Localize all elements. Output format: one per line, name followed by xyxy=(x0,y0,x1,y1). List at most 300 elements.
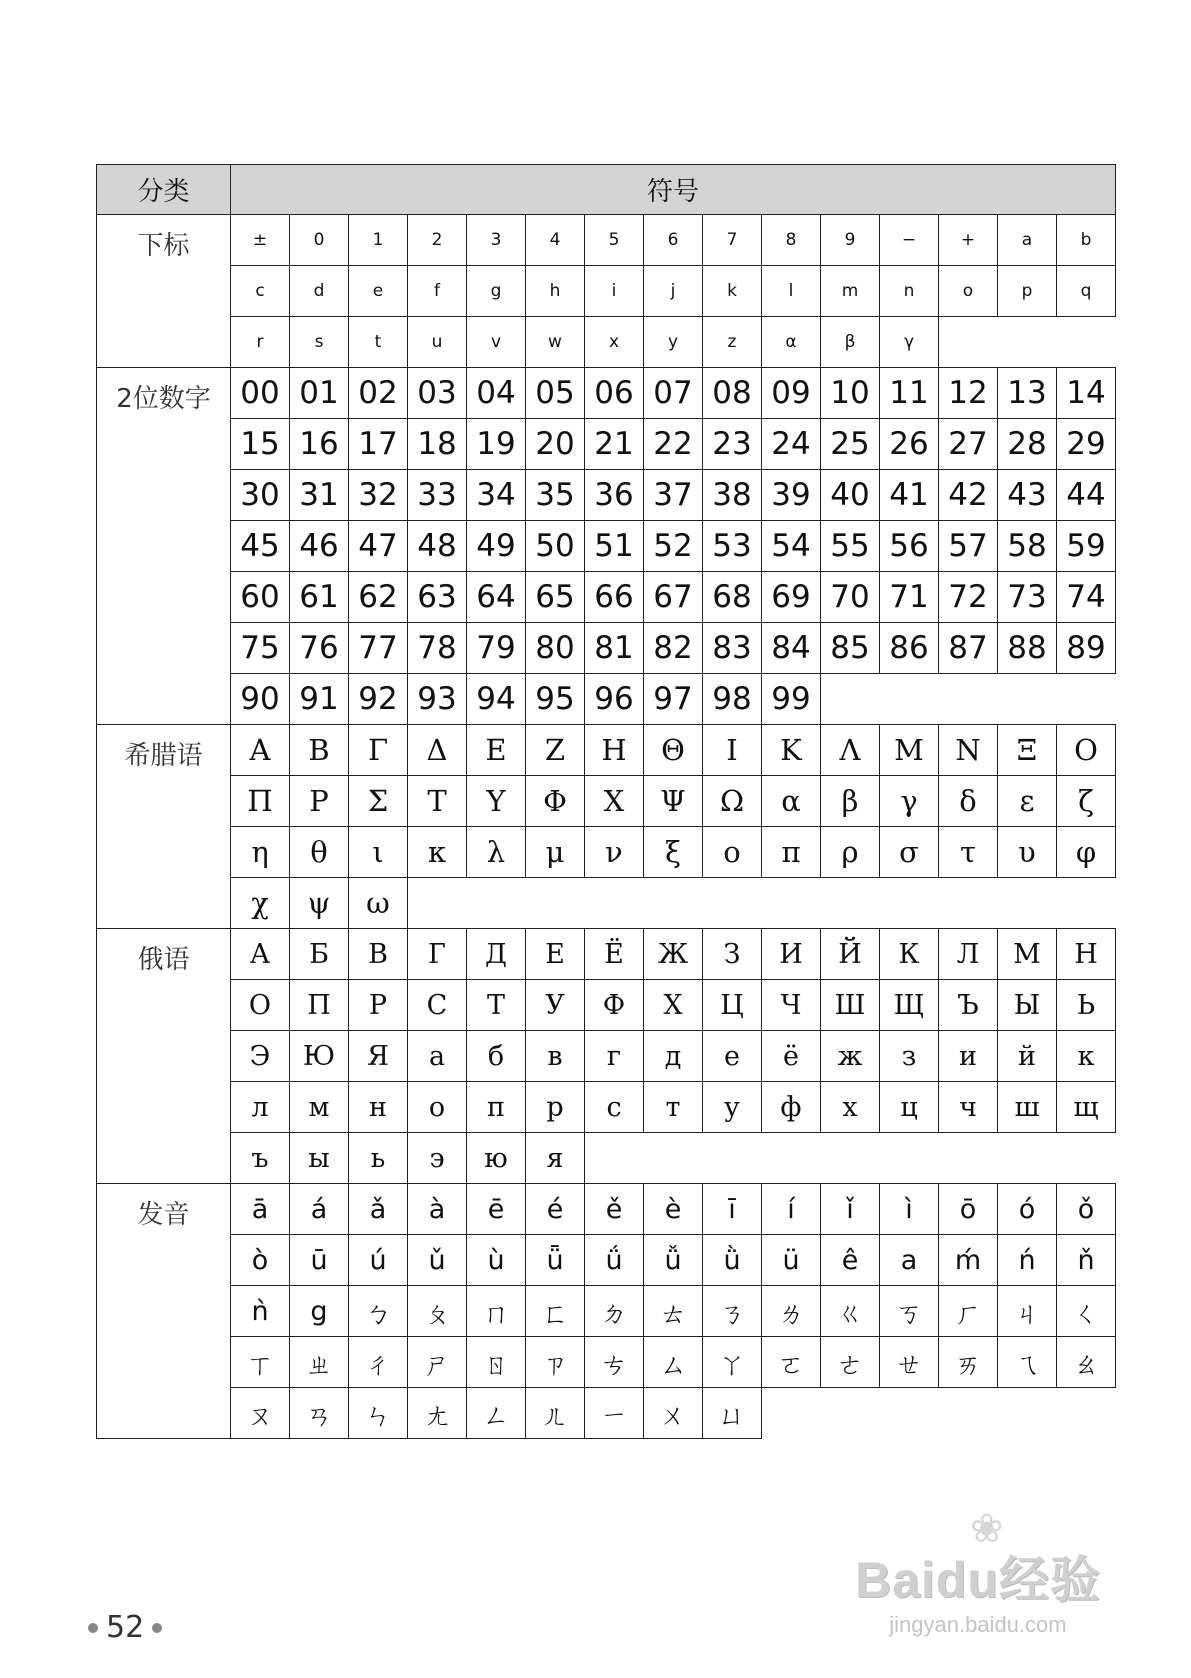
symbol-cell: Н xyxy=(1057,929,1116,980)
symbol-cell: Е xyxy=(526,929,585,980)
symbol-cell: n xyxy=(880,266,939,317)
symbol-cell: ω xyxy=(349,878,408,929)
empty-cell xyxy=(408,878,467,929)
symbol-cell: 64 xyxy=(467,572,526,623)
symbol-cell: ǹ xyxy=(231,1286,290,1337)
symbol-cell: b xyxy=(1057,215,1116,266)
symbol-cell: 93 xyxy=(408,674,467,725)
symbol-cell: a xyxy=(998,215,1057,266)
symbol-cell: è xyxy=(644,1184,703,1235)
symbol-cell: 10 xyxy=(821,368,880,419)
symbol-cell: 94 xyxy=(467,674,526,725)
symbol-cell: Ъ xyxy=(939,980,998,1031)
symbol-cell: О xyxy=(231,980,290,1031)
symbol-cell: ù xyxy=(467,1235,526,1286)
symbol-cell: ι xyxy=(349,827,408,878)
symbol-cell: α xyxy=(762,317,821,368)
symbol-cell: ō xyxy=(939,1184,998,1235)
symbol-cell: τ xyxy=(939,827,998,878)
symbol-cell: ǘ xyxy=(585,1235,644,1286)
watermark-brand: Baidu经验 xyxy=(855,1552,1101,1608)
symbol-cell: ξ xyxy=(644,827,703,878)
symbol-cell: 35 xyxy=(526,470,585,521)
symbol-cell: ㄞ xyxy=(939,1337,998,1388)
symbol-cell: ǎ xyxy=(349,1184,408,1235)
symbol-cell: κ xyxy=(408,827,467,878)
symbol-cell: 05 xyxy=(526,368,585,419)
symbol-cell: ń xyxy=(998,1235,1057,1286)
symbol-cell: 11 xyxy=(880,368,939,419)
row-pron xyxy=(97,1286,1116,1337)
symbol-cell: ъ xyxy=(231,1133,290,1184)
symbol-cell: 69 xyxy=(762,572,821,623)
symbol-cell: Ξ xyxy=(998,725,1057,776)
symbol-cell: К xyxy=(880,929,939,980)
symbol-cell: 84 xyxy=(762,623,821,674)
category-label-num: 2位数字 xyxy=(97,368,231,725)
symbol-cell: Ж xyxy=(644,929,703,980)
row-greek xyxy=(97,878,1116,929)
symbol-cell: Γ xyxy=(349,725,408,776)
symbol-cell: 87 xyxy=(939,623,998,674)
symbol-cell: б xyxy=(467,1031,526,1082)
symbol-cell: 55 xyxy=(821,521,880,572)
symbol-cell: ь xyxy=(349,1133,408,1184)
symbol-cell: m xyxy=(821,266,880,317)
symbol-cell: Α xyxy=(231,725,290,776)
symbol-cell: 43 xyxy=(998,470,1057,521)
symbol-cell: 71 xyxy=(880,572,939,623)
symbol-cell: w xyxy=(526,317,585,368)
dot-right xyxy=(152,1623,162,1633)
symbol-cell: 91 xyxy=(290,674,349,725)
symbol-cell: Ρ xyxy=(290,776,349,827)
empty-cell xyxy=(1057,317,1116,368)
symbol-cell: 65 xyxy=(526,572,585,623)
symbol-cell: З xyxy=(703,929,762,980)
symbol-cell: 37 xyxy=(644,470,703,521)
symbol-cell: Х xyxy=(644,980,703,1031)
symbol-cell: я xyxy=(526,1133,585,1184)
symbol-cell: 40 xyxy=(821,470,880,521)
symbol-cell: x xyxy=(585,317,644,368)
category-label-sub: 下标 xyxy=(97,215,231,368)
symbol-cell: 38 xyxy=(703,470,762,521)
page-number-text: 52 xyxy=(106,1610,145,1645)
symbol-cell: ㄊ xyxy=(644,1286,703,1337)
symbol-cell: Λ xyxy=(821,725,880,776)
symbol-cell: i xyxy=(585,266,644,317)
symbol-cell: т xyxy=(644,1082,703,1133)
symbol-cell: ě xyxy=(585,1184,644,1235)
symbol-cell: 04 xyxy=(467,368,526,419)
symbol-cell: g xyxy=(290,1286,349,1337)
symbol-cell: 26 xyxy=(880,419,939,470)
symbol-cell: ㄅ xyxy=(349,1286,408,1337)
empty-cell xyxy=(467,878,526,929)
symbol-cell: Ф xyxy=(585,980,644,1031)
symbol-cell: ㄡ xyxy=(231,1388,290,1439)
symbol-cell: 15 xyxy=(231,419,290,470)
symbol-cell: Ν xyxy=(939,725,998,776)
symbol-cell: 08 xyxy=(703,368,762,419)
symbol-cell: χ xyxy=(231,878,290,929)
empty-cell xyxy=(703,878,762,929)
symbol-cell: 58 xyxy=(998,521,1057,572)
symbol-cell: 77 xyxy=(349,623,408,674)
symbol-cell: ǚ xyxy=(644,1235,703,1286)
symbol-cell: ü xyxy=(762,1235,821,1286)
symbol-cell: υ xyxy=(998,827,1057,878)
symbol-cell: Ь xyxy=(1057,980,1116,1031)
symbol-cell: Ψ xyxy=(644,776,703,827)
symbol-cell: ㄘ xyxy=(585,1337,644,1388)
symbol-cell: ㄕ xyxy=(408,1337,467,1388)
symbol-cell: ㄏ xyxy=(939,1286,998,1337)
symbol-cell: ㄨ xyxy=(644,1388,703,1439)
symbol-cell: 34 xyxy=(467,470,526,521)
symbol-cell: + xyxy=(939,215,998,266)
symbol-cell: 7 xyxy=(703,215,762,266)
symbol-cell: 79 xyxy=(467,623,526,674)
symbol-cell: ㄠ xyxy=(1057,1337,1116,1388)
symbol-cell: ё xyxy=(762,1031,821,1082)
symbol-cell: z xyxy=(703,317,762,368)
symbol-cell: ㄜ xyxy=(821,1337,880,1388)
symbol-cell: 54 xyxy=(762,521,821,572)
symbol-cell: p xyxy=(998,266,1057,317)
symbol-cell: 51 xyxy=(585,521,644,572)
symbol-cell: 66 xyxy=(585,572,644,623)
symbol-cell: é xyxy=(526,1184,585,1235)
symbol-cell: 20 xyxy=(526,419,585,470)
symbol-cell: 32 xyxy=(349,470,408,521)
symbol-cell: А xyxy=(231,929,290,980)
empty-cell xyxy=(762,878,821,929)
row-num xyxy=(97,572,1116,623)
empty-cell xyxy=(998,878,1057,929)
empty-cell xyxy=(703,1133,762,1184)
empty-cell xyxy=(644,878,703,929)
symbol-cell: Ю xyxy=(290,1031,349,1082)
symbol-cell: Р xyxy=(349,980,408,1031)
row-greek xyxy=(97,725,1116,776)
empty-cell xyxy=(998,1133,1057,1184)
symbol-cell: ǜ xyxy=(703,1235,762,1286)
symbol-cell: γ xyxy=(880,317,939,368)
symbol-cell: Σ xyxy=(349,776,408,827)
symbol-cell: 24 xyxy=(762,419,821,470)
symbol-cell: t xyxy=(349,317,408,368)
empty-cell xyxy=(880,1133,939,1184)
symbol-cell: 95 xyxy=(526,674,585,725)
empty-cell xyxy=(880,1388,939,1439)
symbol-cell: 57 xyxy=(939,521,998,572)
category-label-greek: 希腊语 xyxy=(97,725,231,929)
header-symbols: 符号 xyxy=(231,165,1116,215)
row-num xyxy=(97,470,1116,521)
symbol-cell: o xyxy=(939,266,998,317)
symbol-cell: q xyxy=(1057,266,1116,317)
symbol-cell: ㄤ xyxy=(408,1388,467,1439)
symbol-cell: Г xyxy=(408,929,467,980)
symbol-cell: 33 xyxy=(408,470,467,521)
symbol-cell: Ы xyxy=(998,980,1057,1031)
symbol-cell: ㄈ xyxy=(526,1286,585,1337)
symbol-cell: h xyxy=(526,266,585,317)
symbol-cell: д xyxy=(644,1031,703,1082)
symbol-cell: у xyxy=(703,1082,762,1133)
symbol-cell: 30 xyxy=(231,470,290,521)
row-num xyxy=(97,419,1116,470)
empty-cell xyxy=(1057,674,1116,725)
symbol-cell: ī xyxy=(703,1184,762,1235)
symbol-cell: 46 xyxy=(290,521,349,572)
empty-cell xyxy=(939,1388,998,1439)
empty-cell xyxy=(821,1133,880,1184)
row-num xyxy=(97,521,1116,572)
symbol-cell: 96 xyxy=(585,674,644,725)
symbol-cell: У xyxy=(526,980,585,1031)
row-pron xyxy=(97,1235,1116,1286)
table-body xyxy=(97,215,1116,1439)
symbol-cell: ζ xyxy=(1057,776,1116,827)
symbol-cell: δ xyxy=(939,776,998,827)
symbol-cell: à xyxy=(408,1184,467,1235)
symbol-cell: 45 xyxy=(231,521,290,572)
symbol-cell: ㄓ xyxy=(290,1337,349,1388)
empty-cell xyxy=(585,878,644,929)
symbol-cell: η xyxy=(231,827,290,878)
watermark-url: jingyan.baidu.com xyxy=(889,1612,1067,1637)
symbol-cell: ê xyxy=(821,1235,880,1286)
dot-left xyxy=(88,1623,98,1633)
symbol-cell: щ xyxy=(1057,1082,1116,1133)
symbol-cell: Щ xyxy=(880,980,939,1031)
empty-cell xyxy=(939,878,998,929)
watermark xyxy=(855,1506,1101,1638)
symbol-cell: ㄦ xyxy=(526,1388,585,1439)
symbol-cell: ж xyxy=(821,1031,880,1082)
symbol-cell: 02 xyxy=(349,368,408,419)
symbol-cell: u xyxy=(408,317,467,368)
symbol-cell: ц xyxy=(880,1082,939,1133)
symbol-cell: м xyxy=(290,1082,349,1133)
symbol-cell: 67 xyxy=(644,572,703,623)
symbol-cell: k xyxy=(703,266,762,317)
symbol-cell: 29 xyxy=(1057,419,1116,470)
symbol-cell: Д xyxy=(467,929,526,980)
empty-cell xyxy=(762,1388,821,1439)
row-pron xyxy=(97,1184,1116,1235)
symbol-cell: 60 xyxy=(231,572,290,623)
symbol-cell: 75 xyxy=(231,623,290,674)
symbol-cell: ㄆ xyxy=(408,1286,467,1337)
symbol-cell: 1 xyxy=(349,215,408,266)
empty-cell xyxy=(585,1133,644,1184)
symbol-cell: 25 xyxy=(821,419,880,470)
symbol-cell: 82 xyxy=(644,623,703,674)
symbol-cell: 19 xyxy=(467,419,526,470)
symbol-cell: ǒ xyxy=(1057,1184,1116,1235)
symbol-cell: ㄔ xyxy=(349,1337,408,1388)
row-sub xyxy=(97,215,1116,266)
symbol-cell: н xyxy=(349,1082,408,1133)
symbol-cell: á xyxy=(290,1184,349,1235)
row-num xyxy=(97,368,1116,419)
symbol-cell: β xyxy=(821,776,880,827)
symbol-cell: В xyxy=(349,929,408,980)
symbol-cell: 52 xyxy=(644,521,703,572)
symbol-cell: Χ xyxy=(585,776,644,827)
symbol-cell: ḿ xyxy=(939,1235,998,1286)
symbol-cell: 39 xyxy=(762,470,821,521)
row-num xyxy=(97,674,1116,725)
symbol-cell: ч xyxy=(939,1082,998,1133)
symbol-cell: ㄎ xyxy=(880,1286,939,1337)
empty-cell xyxy=(998,1388,1057,1439)
symbol-cell: л xyxy=(231,1082,290,1133)
symbol-cell: ǖ xyxy=(526,1235,585,1286)
symbol-cell: 59 xyxy=(1057,521,1116,572)
symbol-cell: 8 xyxy=(762,215,821,266)
empty-cell xyxy=(526,878,585,929)
symbol-cell: Ε xyxy=(467,725,526,776)
symbol-cell: ū xyxy=(290,1235,349,1286)
symbol-cell: l xyxy=(762,266,821,317)
symbol-cell: 5 xyxy=(585,215,644,266)
empty-cell xyxy=(821,878,880,929)
symbol-cell: ò xyxy=(231,1235,290,1286)
symbol-cell: 86 xyxy=(880,623,939,674)
symbol-cell: ψ xyxy=(290,878,349,929)
symbol-cell: Δ xyxy=(408,725,467,776)
symbol-cell: ε xyxy=(998,776,1057,827)
symbol-cell: í xyxy=(762,1184,821,1235)
symbol-cell: ㄚ xyxy=(703,1337,762,1388)
symbol-cell: Ц xyxy=(703,980,762,1031)
symbol-cell: ㄢ xyxy=(290,1388,349,1439)
symbol-cell: 99 xyxy=(762,674,821,725)
symbol-cell: 21 xyxy=(585,419,644,470)
symbol-cell: Κ xyxy=(762,725,821,776)
symbol-cell: a xyxy=(880,1235,939,1286)
symbol-cell: β xyxy=(821,317,880,368)
symbol-cell: y xyxy=(644,317,703,368)
symbol-cell: ň xyxy=(1057,1235,1116,1286)
symbol-cell: х xyxy=(821,1082,880,1133)
symbol-cell: 53 xyxy=(703,521,762,572)
symbol-cell: 72 xyxy=(939,572,998,623)
header-category: 分类 xyxy=(97,165,231,215)
symbol-cell: 83 xyxy=(703,623,762,674)
symbol-cell: c xyxy=(231,266,290,317)
empty-cell xyxy=(939,674,998,725)
symbol-cell: Η xyxy=(585,725,644,776)
symbol-cell: 18 xyxy=(408,419,467,470)
symbol-cell: в xyxy=(526,1031,585,1082)
symbol-cell: 56 xyxy=(880,521,939,572)
symbol-cell: ± xyxy=(231,215,290,266)
symbol-cell: 61 xyxy=(290,572,349,623)
symbol-cell: Ш xyxy=(821,980,880,1031)
symbol-cell: ㄐ xyxy=(998,1286,1057,1337)
page-number xyxy=(88,1610,162,1645)
symbol-cell: 6 xyxy=(644,215,703,266)
symbol-cell: ē xyxy=(467,1184,526,1235)
symbol-cell: ю xyxy=(467,1133,526,1184)
row-sub xyxy=(97,266,1116,317)
symbol-cell: Θ xyxy=(644,725,703,776)
empty-cell xyxy=(880,674,939,725)
symbol-cell: d xyxy=(290,266,349,317)
symbol-cell: μ xyxy=(526,827,585,878)
symbol-cell: 50 xyxy=(526,521,585,572)
symbol-cell: Ё xyxy=(585,929,644,980)
row-greek xyxy=(97,827,1116,878)
symbol-cell: 48 xyxy=(408,521,467,572)
symbol-cell: 16 xyxy=(290,419,349,470)
empty-cell xyxy=(939,1133,998,1184)
row-sub xyxy=(97,317,1116,368)
empty-cell xyxy=(821,674,880,725)
symbol-cell: ㄍ xyxy=(821,1286,880,1337)
symbol-cell: 00 xyxy=(231,368,290,419)
symbol-cell: 23 xyxy=(703,419,762,470)
symbol-cell: 22 xyxy=(644,419,703,470)
symbol-cell: ρ xyxy=(821,827,880,878)
symbol-cell: ㄥ xyxy=(467,1388,526,1439)
symbol-cell: ㄙ xyxy=(644,1337,703,1388)
symbol-cell: θ xyxy=(290,827,349,878)
symbol-cell: ㄣ xyxy=(349,1388,408,1439)
symbol-cell: 13 xyxy=(998,368,1057,419)
symbol-cell: Б xyxy=(290,929,349,980)
symbol-table xyxy=(96,164,1116,1439)
symbol-cell: и xyxy=(939,1031,998,1082)
symbol-cell: 2 xyxy=(408,215,467,266)
empty-cell xyxy=(762,1133,821,1184)
symbol-cell: ㄛ xyxy=(762,1337,821,1388)
symbol-cell: 12 xyxy=(939,368,998,419)
symbol-cell: р xyxy=(526,1082,585,1133)
symbol-cell: 4 xyxy=(526,215,585,266)
symbol-cell: Ω xyxy=(703,776,762,827)
symbol-cell: 88 xyxy=(998,623,1057,674)
symbol-cell: с xyxy=(585,1082,644,1133)
symbol-cell: 03 xyxy=(408,368,467,419)
symbol-cell: 14 xyxy=(1057,368,1116,419)
symbol-cell: f xyxy=(408,266,467,317)
symbol-cell: Я xyxy=(349,1031,408,1082)
symbol-cell: 70 xyxy=(821,572,880,623)
empty-cell xyxy=(1057,878,1116,929)
empty-cell xyxy=(644,1133,703,1184)
row-russ xyxy=(97,1082,1116,1133)
empty-cell xyxy=(939,317,998,368)
symbol-cell: к xyxy=(1057,1031,1116,1082)
empty-cell xyxy=(1057,1388,1116,1439)
symbol-cell: 81 xyxy=(585,623,644,674)
symbol-cell: ǔ xyxy=(408,1235,467,1286)
symbol-cell: 63 xyxy=(408,572,467,623)
symbol-cell: 80 xyxy=(526,623,585,674)
symbol-cell: e xyxy=(349,266,408,317)
symbol-cell: ㄋ xyxy=(703,1286,762,1337)
symbol-cell: 41 xyxy=(880,470,939,521)
symbol-cell: ㄉ xyxy=(585,1286,644,1337)
symbol-cell: М xyxy=(998,929,1057,980)
